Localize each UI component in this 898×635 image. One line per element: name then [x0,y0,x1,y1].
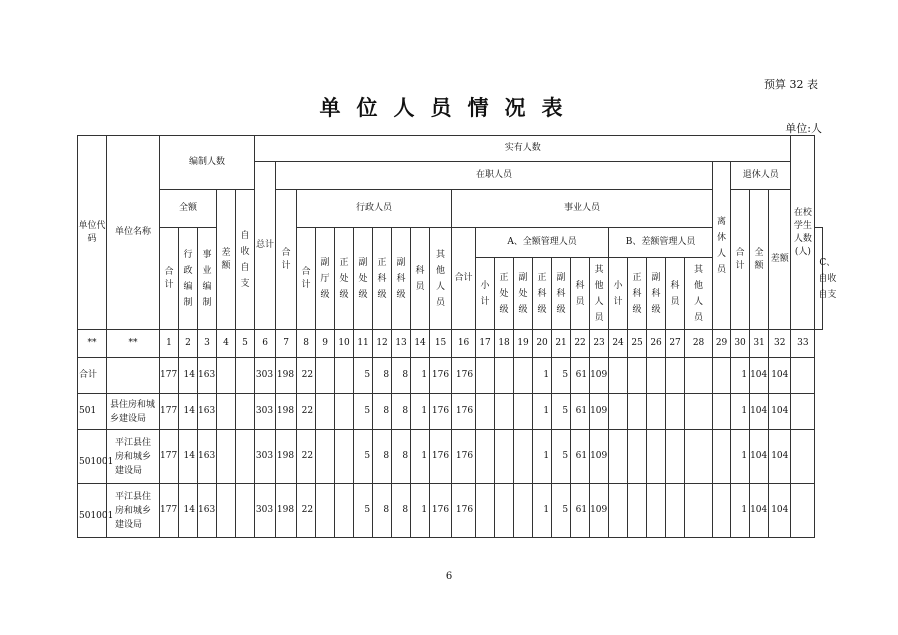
header-zongji: 总计 [255,162,276,330]
row-cell: 104 [769,430,791,484]
header-xz-fuke [392,228,411,330]
header-zaizhi: 在职人员 [276,162,713,190]
row-cell: 176 [452,394,476,430]
index-cell: 6 [255,330,276,358]
row-cell [647,394,666,430]
header-a-zhengke-label: 正科级 [537,272,547,315]
row-name: 平江县住房和城乡建设局 [107,484,160,538]
index-cell: 10 [335,330,354,358]
row-name: 平江县住房和城乡建设局 [107,430,160,484]
index-cell: 32 [769,330,791,358]
header-xz-qita-label: 其他人员 [436,249,446,308]
row-cell [791,430,815,484]
row-cell [236,358,255,394]
row-cell: 14 [179,394,198,430]
row-cell: 8 [392,484,411,538]
header-b-zhengke [628,258,647,330]
row-cell [495,358,514,394]
row-cell: 22 [297,358,316,394]
header-tuixiu: 退休人员 [731,162,791,190]
row-cell: 176 [430,394,452,430]
header-xz-fuke-label: 副科级 [396,257,406,300]
index-name: ** [107,330,160,358]
row-cell: 303 [255,430,276,484]
row-cell: 8 [373,394,392,430]
row-cell: 1 [411,394,430,430]
header-tx-quane-label: 全额 [754,247,764,271]
row-cell: 104 [750,484,769,538]
row-cell: 176 [430,358,452,394]
row-cell: 5 [354,358,373,394]
table-row [78,394,823,430]
header-unit-name: 单位名称 [107,136,160,330]
row-cell: 8 [373,358,392,394]
document-title: 单位人员情况表 [319,96,579,120]
row-cell: 61 [571,484,590,538]
header-sy-c-label: C、自收自支 [818,257,837,300]
index-cell: 27 [666,330,685,358]
row-cell: 5 [552,484,571,538]
row-code: 合计 [78,358,107,394]
row-cell: 303 [255,484,276,538]
row-cell: 61 [571,394,590,430]
row-cell [236,394,255,430]
row-cell: 109 [590,484,609,538]
row-cell: 61 [571,430,590,484]
row-cell: 303 [255,358,276,394]
row-cell [791,358,815,394]
row-cell: 198 [276,484,297,538]
row-cell: 8 [373,430,392,484]
index-code: ** [78,330,107,358]
row-cell: 5 [552,358,571,394]
row-cell: 22 [297,430,316,484]
row-code: 501001 [78,484,107,538]
row-cell: 14 [179,358,198,394]
row-cell: 176 [452,358,476,394]
index-cell: 4 [217,330,236,358]
row-cell: 163 [198,484,217,538]
row-cell: 303 [255,394,276,430]
row-cell: 104 [769,358,791,394]
index-cell: 1 [160,330,179,358]
header-bz-xingzheng [179,228,198,330]
header-bz-shiye [198,228,217,330]
header-a-zhengchu-label: 正处级 [499,272,509,315]
row-cell [476,394,495,430]
header-a-fuchu [514,258,533,330]
row-cell: 8 [392,358,411,394]
row-cell [514,484,533,538]
index-cell: 20 [533,330,552,358]
header-sy-heji: 合计 [452,228,476,330]
header-sy-b: B、差额管理人员 [609,228,713,258]
header-xz-zhengchu [335,228,354,330]
header-xz-futing-label: 副厅级 [320,257,330,300]
index-cell: 31 [750,330,769,358]
header-b-xiaoji [609,258,628,330]
index-cell: 8 [297,330,316,358]
row-cell [316,358,335,394]
header-bz-heji-label: 合计 [164,266,174,290]
header-bz-zishou [236,190,255,330]
row-cell [316,430,335,484]
index-cell: 17 [476,330,495,358]
index-cell: 28 [685,330,713,358]
row-cell [335,394,354,430]
row-cell: 177 [160,394,179,430]
row-cell: 109 [590,430,609,484]
header-shiyou: 实有人数 [255,136,791,162]
header-a-fuke-label: 副科级 [556,272,566,315]
header-b-zhengke-label: 正科级 [632,272,642,315]
row-cell [713,484,731,538]
table-row [78,430,823,484]
index-cell: 25 [628,330,647,358]
index-cell: 15 [430,330,452,358]
row-cell [476,358,495,394]
index-cell: 12 [373,330,392,358]
header-zz-heji [276,190,297,330]
header-b-fuke [647,258,666,330]
index-cell: 3 [198,330,217,358]
index-cell: 18 [495,330,514,358]
header-zaixiao-label: 在校学生人数(人) [793,207,812,257]
header-b-keyuan [666,258,685,330]
row-cell: 8 [392,430,411,484]
row-cell [685,394,713,430]
row-cell [628,430,647,484]
row-cell [217,358,236,394]
row-cell: 5 [354,484,373,538]
row-cell: 1 [533,430,552,484]
header-a-keyuan-label: 科员 [575,280,585,307]
header-a-xiaoji [476,258,495,330]
row-cell: 1 [731,358,750,394]
row-cell: 61 [571,358,590,394]
row-cell [217,484,236,538]
row-cell: 198 [276,430,297,484]
row-cell [514,394,533,430]
index-cell: 21 [552,330,571,358]
row-cell: 14 [179,430,198,484]
index-cell: 16 [452,330,476,358]
header-b-qita [685,258,713,330]
row-cell: 163 [198,430,217,484]
header-bz-zishou-label: 自收自支 [240,230,250,289]
header-bz-xingzheng-label: 行政编制 [183,249,193,308]
header-xz-fuchu-label: 副处级 [358,257,368,300]
index-cell: 30 [731,330,750,358]
row-cell: 163 [198,358,217,394]
header-shiye: 事业人员 [452,190,713,228]
row-cell: 104 [769,484,791,538]
row-cell: 5 [552,430,571,484]
header-xz-keyuan-label: 科员 [415,265,425,292]
row-cell [316,394,335,430]
index-cell: 11 [354,330,373,358]
row-cell: 104 [750,430,769,484]
row-cell [236,484,255,538]
header-a-xiaoji-label: 小计 [480,280,490,307]
row-cell: 177 [160,484,179,538]
row-cell [685,358,713,394]
index-cell: 5 [236,330,255,358]
row-cell [791,484,815,538]
row-cell: 176 [452,484,476,538]
row-cell [609,430,628,484]
row-cell [647,430,666,484]
row-cell: 1 [731,484,750,538]
row-cell [514,358,533,394]
row-cell [628,394,647,430]
row-cell [609,358,628,394]
row-cell: 1 [411,484,430,538]
row-cell: 22 [297,484,316,538]
index-cell: 33 [791,330,815,358]
index-cell: 19 [514,330,533,358]
row-cell [713,358,731,394]
row-cell: 176 [430,430,452,484]
header-tx-chae: 差额 [769,190,791,330]
row-cell: 5 [354,394,373,430]
header-zz-heji-label: 合计 [281,247,291,271]
row-cell: 8 [392,394,411,430]
header-a-qita [590,258,609,330]
table-number-label: 预算 32 表 [764,78,818,91]
row-cell: 163 [198,394,217,430]
row-cell: 104 [750,358,769,394]
row-cell: 22 [297,394,316,430]
row-name: 县住房和城乡建设局 [107,394,160,430]
header-b-keyuan-label: 科员 [670,280,680,307]
row-cell: 104 [769,394,791,430]
row-cell: 1 [411,430,430,484]
header-a-zhengke [533,258,552,330]
row-cell: 109 [590,394,609,430]
row-cell: 198 [276,358,297,394]
row-cell [217,394,236,430]
header-bz-chae [217,190,236,330]
index-cell: 2 [179,330,198,358]
row-cell: 1 [731,394,750,430]
index-cell: 24 [609,330,628,358]
row-code: 501001 [78,430,107,484]
table-row [78,484,823,538]
header-bz-chae-label: 差额 [221,247,231,271]
row-cell: 177 [160,358,179,394]
row-cell [647,484,666,538]
row-cell [628,484,647,538]
row-cell: 14 [179,484,198,538]
row-cell [666,484,685,538]
header-unit-code: 单位代码 [78,136,107,330]
personnel-table [77,135,837,538]
row-cell [495,430,514,484]
row-cell [609,394,628,430]
header-xz-heji-label: 合计 [301,266,311,290]
header-a-fuke [552,258,571,330]
index-cell: 9 [316,330,335,358]
header-xz-zhengke-label: 正科级 [377,257,387,300]
header-lixiu-label: 离休人员 [717,216,727,275]
row-cell [316,484,335,538]
row-cell [685,430,713,484]
row-cell [495,394,514,430]
index-cell: 23 [590,330,609,358]
table-row [78,358,823,394]
header-bz-heji [160,228,179,330]
row-cell [217,430,236,484]
row-cell [628,358,647,394]
index-cell: 22 [571,330,590,358]
row-cell [666,430,685,484]
row-code: 501 [78,394,107,430]
row-cell [791,394,815,430]
header-xz-qita [430,228,452,330]
header-zaixiao [791,136,815,330]
index-cell: 13 [392,330,411,358]
row-cell: 176 [452,430,476,484]
index-cell: 29 [713,330,731,358]
header-xz-fuchu [354,228,373,330]
row-cell [713,430,731,484]
row-cell [335,358,354,394]
index-cell: 14 [411,330,430,358]
row-cell [335,430,354,484]
header-tx-quane [750,190,769,330]
row-cell [335,484,354,538]
header-a-qita-label: 其他人员 [594,264,604,323]
row-cell [713,394,731,430]
row-cell: 1 [411,358,430,394]
row-cell: 5 [552,394,571,430]
row-cell [647,358,666,394]
row-cell [514,430,533,484]
header-tx-heji [731,190,750,330]
header-a-fuchu-label: 副处级 [518,272,528,315]
header-sy-a: A、全额管理人员 [476,228,609,258]
row-cell: 109 [590,358,609,394]
row-cell: 177 [160,430,179,484]
unit-label: 单位:人 [785,122,822,135]
header-b-fuke-label: 副科级 [651,272,661,315]
header-b-xiaoji-label: 小计 [613,280,623,307]
row-cell: 1 [533,394,552,430]
row-cell: 8 [373,484,392,538]
row-cell: 176 [430,484,452,538]
header-xz-zhengchu-label: 正处级 [339,257,349,300]
header-lixiu [713,162,731,330]
index-cell: 7 [276,330,297,358]
row-cell: 104 [750,394,769,430]
header-xz-futing [316,228,335,330]
header-xingzheng: 行政人员 [297,190,452,228]
row-cell: 1 [731,430,750,484]
row-cell: 198 [276,394,297,430]
header-tx-heji-label: 合计 [735,247,745,271]
row-cell: 5 [354,430,373,484]
header-bianzhi: 编制人数 [160,136,255,190]
row-cell [609,484,628,538]
header-bz-shiye-label: 事业编制 [202,249,212,308]
header-xz-zhengke [373,228,392,330]
row-cell [495,484,514,538]
row-cell [236,430,255,484]
row-cell [666,394,685,430]
row-cell [476,430,495,484]
row-cell: 1 [533,484,552,538]
row-name [107,358,160,394]
header-sy-c [815,228,837,330]
header-xz-keyuan [411,228,430,330]
header-xz-heji [297,228,316,330]
index-row [78,330,823,358]
header-a-zhengchu [495,258,514,330]
header-a-keyuan [571,258,590,330]
header-quane: 全额 [160,190,217,228]
row-cell: 1 [533,358,552,394]
header-b-qita-label: 其他人员 [694,264,704,323]
index-cell: 26 [647,330,666,358]
row-cell [666,358,685,394]
row-cell [476,484,495,538]
page-number: 6 [445,571,453,582]
row-cell [685,484,713,538]
